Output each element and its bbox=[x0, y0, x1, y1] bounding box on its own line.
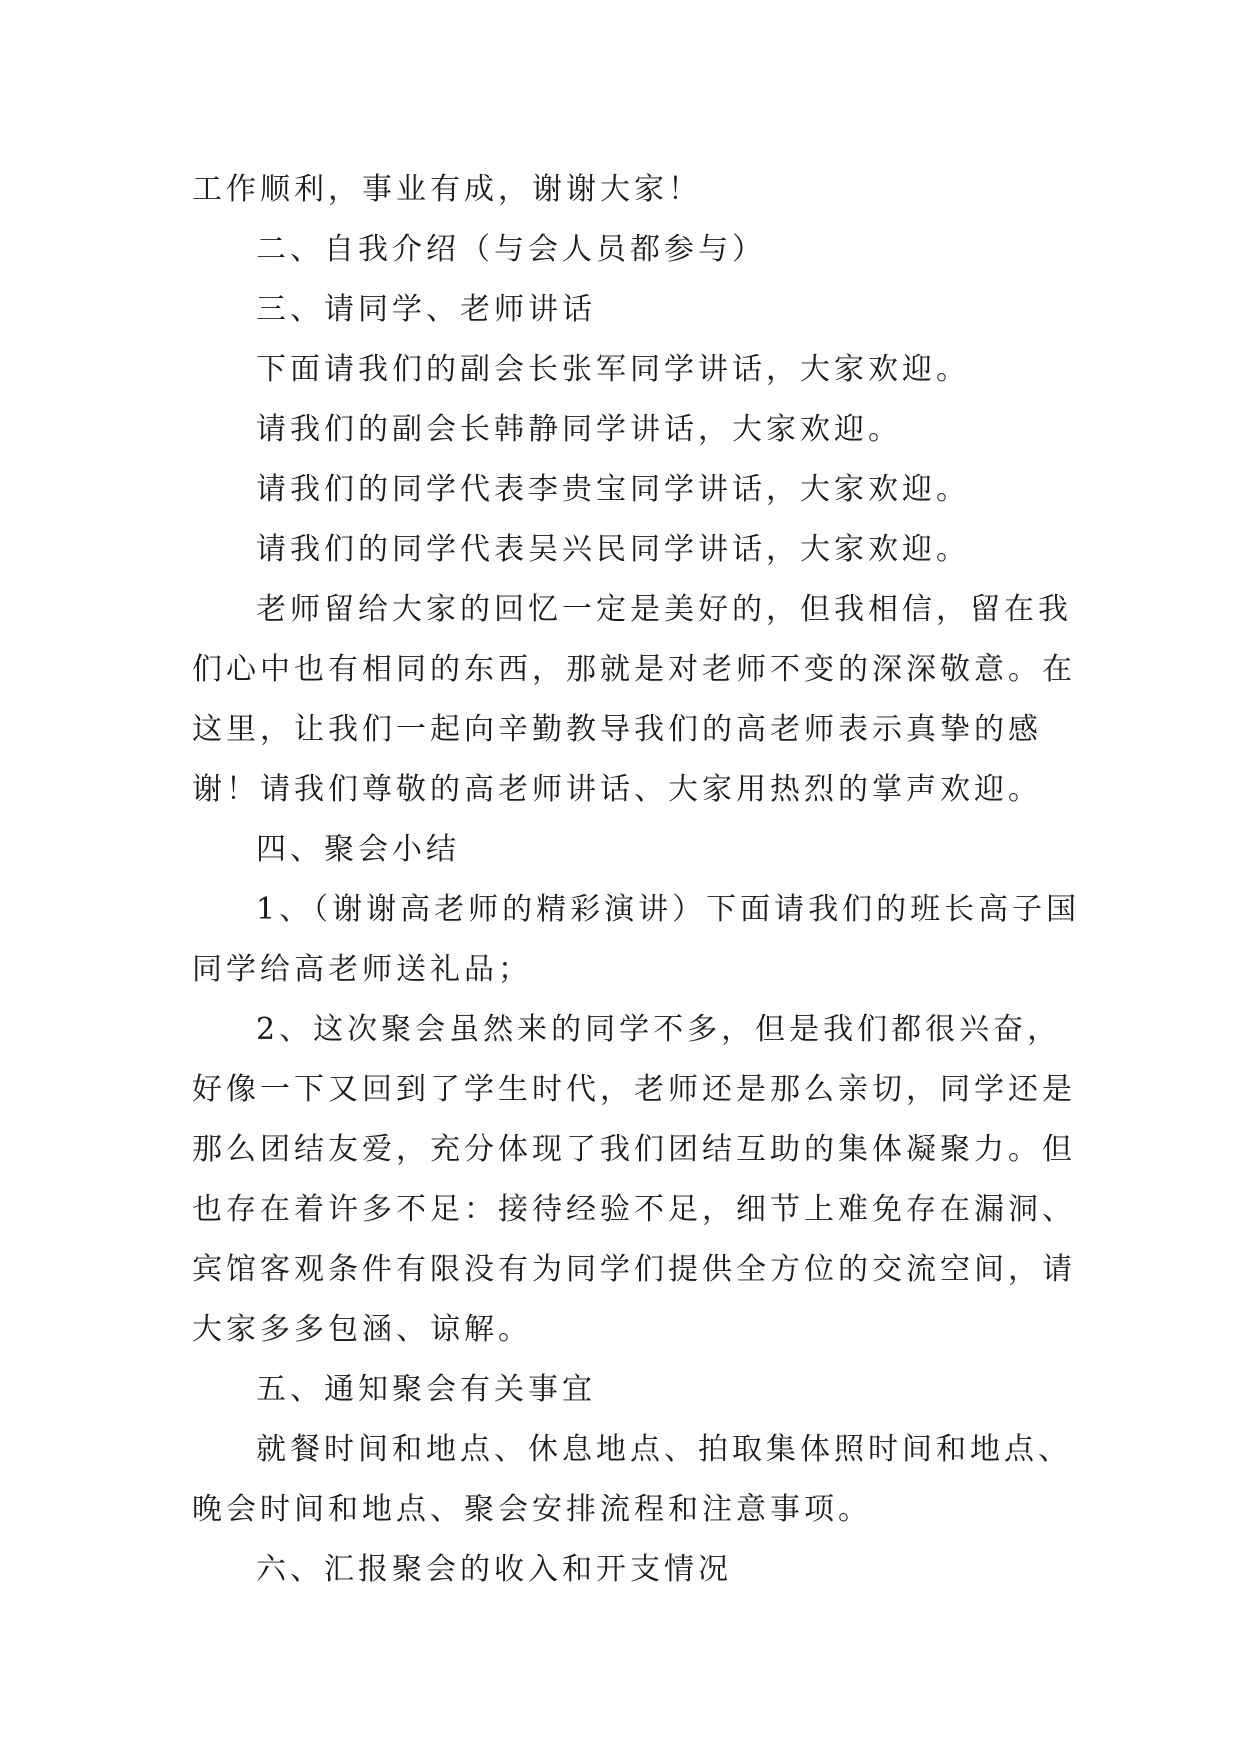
paragraph-line: 们心中也有相同的东西，那就是对老师不变的深深敬意。在 bbox=[192, 652, 1076, 687]
paragraph-line: 请我们的同学代表吴兴民同学讲话，大家欢迎。 bbox=[256, 532, 970, 567]
paragraph-line: 大家多多包涵、谅解。 bbox=[192, 1312, 532, 1347]
document-body bbox=[192, 160, 1081, 1600]
section-heading-speeches: 三、请同学、老师讲话 bbox=[256, 292, 596, 327]
paragraph-line: 老师留给大家的回忆一定是美好的，但我相信，留在我 bbox=[256, 592, 1072, 627]
paragraph-line: 晚会时间和地点、聚会安排流程和注意事项。 bbox=[192, 1492, 872, 1527]
paragraph-line: 工作顺利，事业有成，谢谢大家！ bbox=[192, 172, 702, 207]
paragraph-line: 就餐时间和地点、休息地点、拍取集体照时间和地点、 bbox=[256, 1432, 1072, 1467]
section-heading-summary: 四、聚会小结 bbox=[256, 832, 460, 867]
paragraph-line: 下面请我们的副会长张军同学讲话，大家欢迎。 bbox=[256, 352, 970, 387]
paragraph-line: 谢！请我们尊敬的高老师讲话、大家用热烈的掌声欢迎。 bbox=[192, 772, 1042, 807]
paragraph-line: 2、这次聚会虽然来的同学不多，但是我们都很兴奋， bbox=[256, 1012, 1062, 1047]
paragraph-line: 这里，让我们一起向辛勤教导我们的高老师表示真挚的感 bbox=[192, 712, 1042, 747]
paragraph-line: 1、（谢谢高老师的精彩演讲）下面请我们的班长高子国 bbox=[256, 892, 1081, 927]
paragraph-line: 宾馆客观条件有限没有为同学们提供全方位的交流空间，请 bbox=[192, 1252, 1076, 1287]
section-heading-notice: 五、通知聚会有关事宜 bbox=[256, 1372, 596, 1407]
section-heading-finance: 六、汇报聚会的收入和开支情况 bbox=[256, 1552, 732, 1587]
paragraph-line: 也存在着许多不足：接待经验不足，细节上难免存在漏洞、 bbox=[192, 1192, 1076, 1227]
paragraph-line: 同学给高老师送礼品； bbox=[192, 952, 532, 987]
paragraph-line: 请我们的同学代表李贵宝同学讲话，大家欢迎。 bbox=[256, 472, 970, 507]
section-heading-self-intro: 二、自我介绍（与会人员都参与） bbox=[256, 232, 766, 267]
paragraph-line: 那么团结友爱，充分体现了我们团结互助的集体凝聚力。但 bbox=[192, 1132, 1076, 1167]
paragraph-line: 好像一下又回到了学生时代，老师还是那么亲切，同学还是 bbox=[192, 1072, 1076, 1107]
paragraph-line: 请我们的副会长韩静同学讲话，大家欢迎。 bbox=[256, 412, 902, 447]
